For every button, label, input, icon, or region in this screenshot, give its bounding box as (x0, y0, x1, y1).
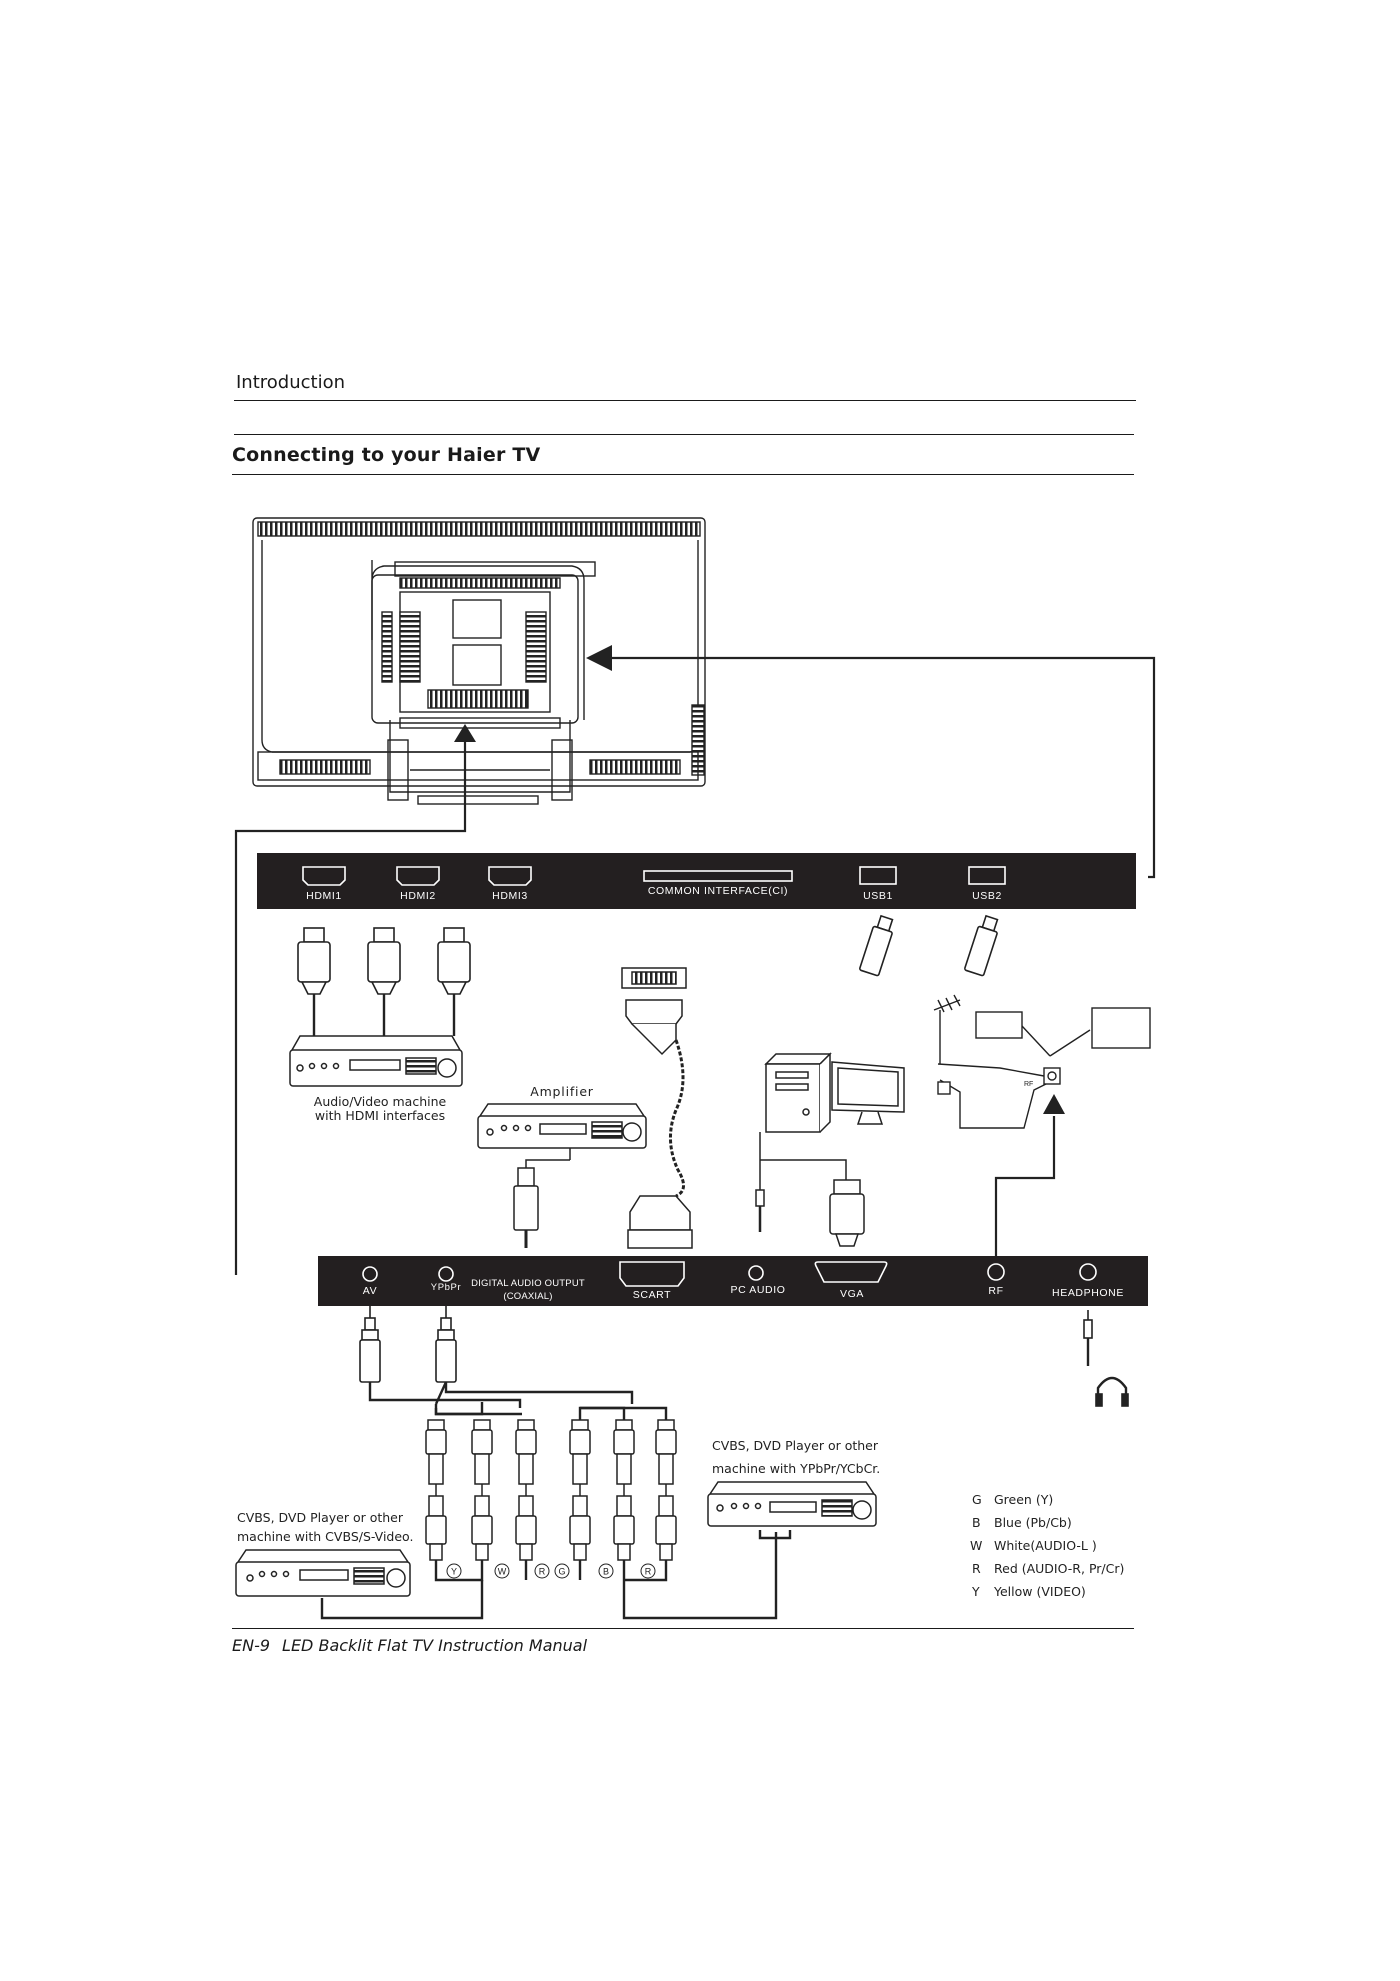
footer-page-number: EN-9 (232, 1636, 271, 1655)
usb2-label: USB2 (972, 890, 1002, 902)
legend-code-w: W (970, 1538, 983, 1553)
ypbpr-player-label-2: machine with YPbPr/YCbCr. (712, 1461, 881, 1476)
color-legend (970, 1492, 1124, 1599)
arrow-to-bottom-panel (454, 724, 476, 742)
legend-text-r: Red (AUDIO-R, Pr/Cr) (994, 1561, 1125, 1576)
antenna-rf-illustration (934, 995, 1150, 1256)
marker-b: B (602, 1566, 610, 1577)
marker-y: Y (450, 1566, 458, 1577)
cvbs-player-label-1: CVBS, DVD Player or other (237, 1510, 404, 1525)
usb1-label: USB1 (863, 890, 893, 902)
marker-r2: R (644, 1566, 652, 1577)
amplifier-label: Amplifier (530, 1084, 594, 1099)
legend-code-r: R (972, 1561, 981, 1576)
rca-harness (370, 1382, 666, 1424)
av-label: AV (362, 1285, 378, 1297)
hdmi-cables (298, 928, 470, 1036)
headphone-label: HEADPHONE (1052, 1287, 1124, 1299)
ci-label: COMMON INTERFACE(CI) (647, 885, 789, 897)
rf-mark: RF (1024, 1081, 1034, 1088)
footer-manual-title: LED Backlit Flat TV Instruction Manual (282, 1636, 588, 1655)
tv-back-illustration (253, 518, 705, 804)
hdmi3-label: HDMI3 (492, 890, 528, 902)
arrow-to-rf (1043, 1094, 1065, 1114)
hdmi1-label: HDMI1 (306, 890, 342, 902)
hdmi2-label: HDMI2 (400, 890, 436, 902)
marker-g: G (558, 1566, 566, 1577)
legend-code-g: G (972, 1492, 982, 1507)
ypbpr-player-label-1: CVBS, DVD Player or other (712, 1438, 879, 1453)
rca-plugs (426, 1420, 676, 1560)
section-label: Introduction (236, 372, 346, 393)
arrow-to-side-panel (586, 645, 612, 671)
cvbs-player-label-2: machine with CVBS/S-Video. (237, 1529, 414, 1544)
digital-audio-label-1: DIGITAL AUDIO OUTPUT (471, 1278, 585, 1289)
av-ypbpr-cables (360, 1306, 456, 1382)
legend-text-y: Yellow (VIDEO) (994, 1584, 1086, 1599)
ypbpr-player-device (708, 1482, 876, 1526)
footer-rule (232, 1628, 1134, 1629)
amplifier-device (478, 1104, 646, 1248)
digital-audio-label-2: (COAXIAL) (503, 1291, 553, 1302)
ypbpr-label: YPbPr (430, 1282, 462, 1293)
computer-illustration (756, 1054, 904, 1246)
legend-text-g: Green (Y) (994, 1492, 1054, 1507)
legend-text-b: Blue (Pb/Cb) (994, 1515, 1072, 1530)
usb-sticks (859, 915, 1001, 976)
hdmi-machine-label-2: with HDMI interfaces (314, 1108, 446, 1123)
cvbs-player-device (236, 1550, 410, 1596)
legend-text-w: White(AUDIO-L ) (994, 1538, 1097, 1553)
legend-code-y: Y (972, 1584, 980, 1599)
rf-label: RF (988, 1285, 1004, 1297)
scart-label: SCART (632, 1289, 672, 1301)
page-title: Connecting to your Haier TV (232, 444, 541, 466)
vga-label: VGA (840, 1288, 864, 1300)
bottom-connector-panel (318, 1256, 1148, 1306)
hdmi-av-machine (290, 1036, 462, 1086)
legend-code-b: B (972, 1515, 981, 1530)
headphone-illustration (1084, 1310, 1128, 1406)
marker-r1: R (538, 1566, 546, 1577)
marker-w: W (497, 1566, 507, 1577)
hdmi-machine-label-1: Audio/Video machine (313, 1094, 447, 1109)
pc-audio-label: PC AUDIO (730, 1284, 786, 1296)
page-footer (232, 1636, 599, 1655)
